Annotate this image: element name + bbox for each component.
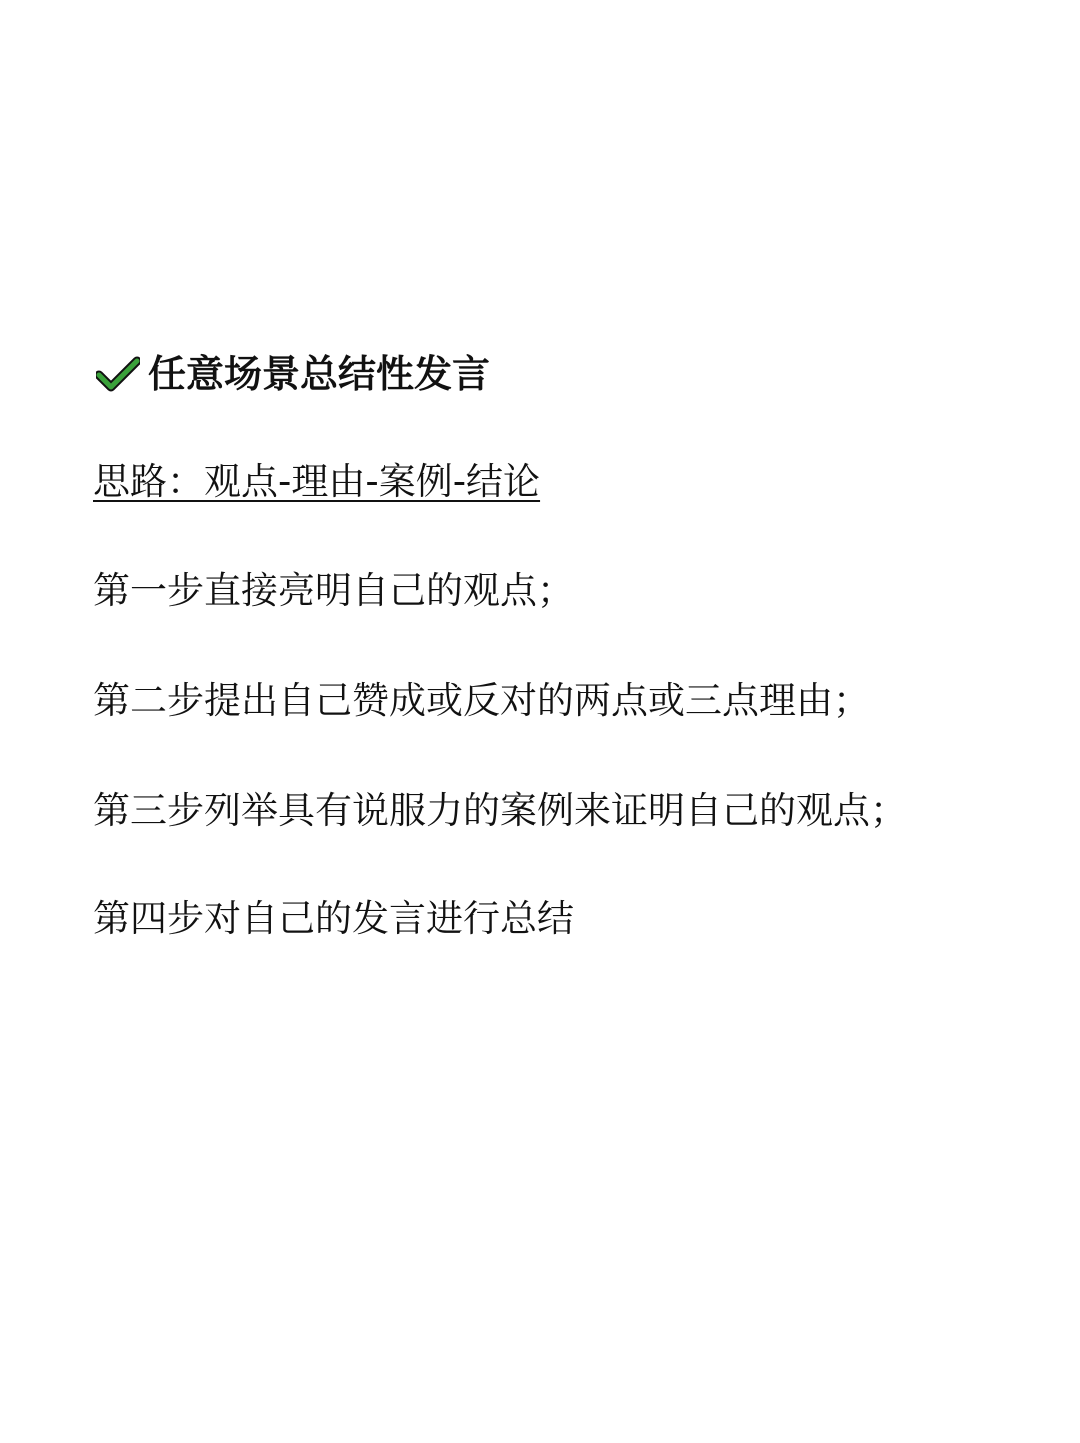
step-item-2: 第二步提出自己赞成或反对的两点或三点理由； bbox=[93, 679, 870, 722]
step-item-4: 第四步对自己的发言进行总结 bbox=[93, 897, 574, 940]
section-heading bbox=[96, 346, 490, 402]
check-mark-icon bbox=[96, 356, 140, 392]
step-item-1: 第一步直接亮明自己的观点； bbox=[93, 569, 574, 612]
framework-line: 思路：观点-理由-案例-结论 bbox=[93, 460, 541, 503]
section-title: 任意场景总结性发言 bbox=[148, 352, 491, 396]
step-item-3: 第三步列举具有说服力的案例来证明自己的观点； bbox=[93, 789, 907, 832]
